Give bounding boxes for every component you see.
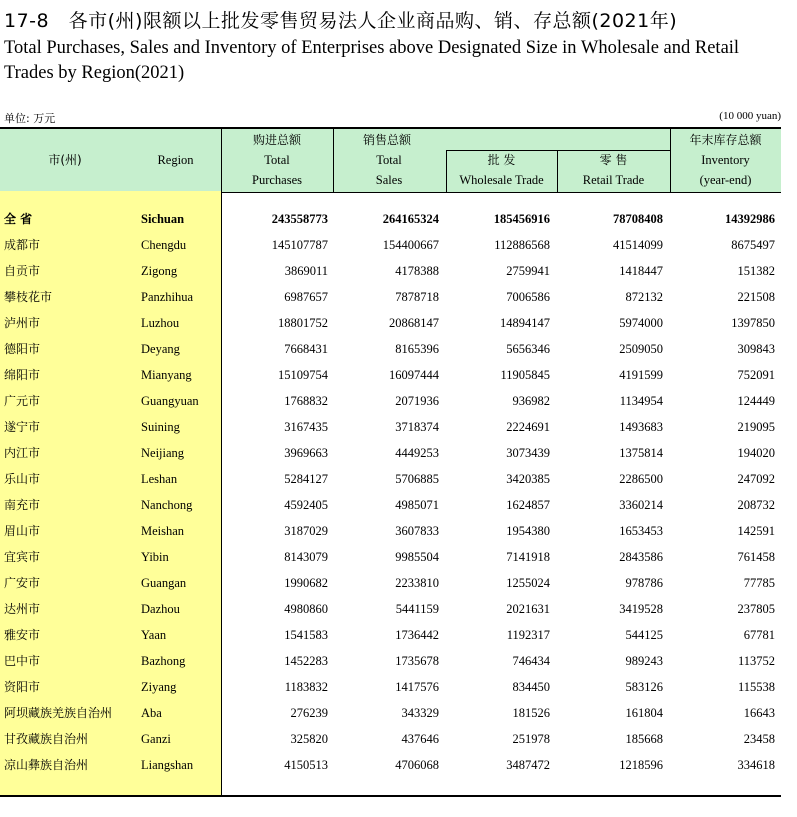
table-row	[0, 414, 781, 440]
cell-inventory: 752091	[737, 368, 775, 382]
cell-total-purchases: 3869011	[284, 264, 328, 278]
cell-inventory: 194020	[737, 446, 775, 460]
table-row	[0, 622, 781, 648]
table-row	[0, 648, 781, 674]
header-city: 市(州)	[48, 153, 82, 167]
cell-total-sales: 343329	[401, 706, 439, 720]
cell-wholesale: 2759941	[506, 264, 550, 278]
cell-total-purchases: 243558773	[271, 212, 328, 226]
cell-inventory: 16643	[743, 706, 775, 720]
cell-total-sales: 1736442	[395, 628, 439, 642]
region-name-cn: 全 省	[4, 212, 33, 226]
region-name-en: Dazhou	[141, 602, 180, 616]
table-row-total	[0, 206, 781, 232]
table-row	[0, 388, 781, 414]
header-region: Region	[157, 153, 194, 167]
cell-wholesale: 1954380	[506, 524, 550, 538]
cell-wholesale: 2021631	[506, 602, 550, 616]
header-purchases-en1: Total	[264, 153, 290, 167]
cell-wholesale: 112886568	[494, 238, 550, 252]
cell-wholesale: 936982	[512, 394, 550, 408]
region-name-cn: 成都市	[4, 238, 41, 252]
region-name-en: Yaan	[141, 628, 167, 642]
cell-wholesale: 181526	[512, 706, 550, 720]
cell-inventory: 247092	[737, 472, 775, 486]
cell-retail: 185668	[625, 732, 663, 746]
cell-total-sales: 4985071	[395, 498, 439, 512]
cell-inventory: 151382	[737, 264, 775, 278]
cell-total-purchases: 18801752	[278, 316, 328, 330]
cell-total-purchases: 8143079	[284, 550, 328, 564]
cell-inventory: 761458	[737, 550, 775, 564]
region-name-cn: 德阳市	[4, 342, 41, 356]
region-name-cn: 广元市	[4, 394, 41, 408]
region-name-en: Chengdu	[141, 238, 187, 252]
cell-inventory: 237805	[737, 602, 775, 616]
table-row	[0, 362, 781, 388]
cell-total-purchases: 1768832	[284, 394, 328, 408]
table-row	[0, 336, 781, 362]
page-title-cn: 17-8 各市(州)限额以上批发零售贸易法人企业商品购、销、存总额(2021年)	[4, 10, 678, 32]
cell-total-purchases: 3969663	[284, 446, 328, 460]
region-name-en: Nanchong	[141, 498, 193, 512]
cell-total-purchases: 1183832	[284, 680, 328, 694]
cell-wholesale: 7141918	[506, 550, 550, 564]
cell-total-sales: 1735678	[395, 654, 439, 668]
cell-inventory: 309843	[737, 342, 775, 356]
header-wholesale-en: Wholesale Trade	[459, 173, 544, 187]
cell-total-purchases: 5284127	[284, 472, 328, 486]
cell-retail: 3419528	[619, 602, 663, 616]
cell-total-purchases: 1452283	[284, 654, 328, 668]
cell-total-sales: 2233810	[395, 576, 439, 590]
cell-total-purchases: 7668431	[284, 342, 328, 356]
cell-retail: 978786	[625, 576, 663, 590]
header-retail-cn: 零 售	[599, 153, 628, 167]
table-row	[0, 284, 781, 310]
region-name-cn: 绵阳市	[4, 368, 41, 382]
region-name-en: Sichuan	[141, 212, 185, 226]
cell-total-sales: 5441159	[395, 602, 439, 616]
region-name-cn: 宜宾市	[4, 550, 41, 564]
region-name-en: Leshan	[141, 472, 178, 486]
cell-total-purchases: 15109754	[278, 368, 328, 382]
region-name-en: Zigong	[141, 264, 178, 278]
cell-retail: 1493683	[619, 420, 663, 434]
region-name-cn: 雅安市	[4, 628, 41, 642]
table-bottom-rule	[0, 795, 781, 797]
header-wholesale-cn: 批 发	[487, 153, 516, 167]
table-row	[0, 544, 781, 570]
cell-retail: 2509050	[619, 342, 663, 356]
cell-total-sales: 3718374	[395, 420, 439, 434]
cell-inventory: 219095	[737, 420, 775, 434]
cell-total-purchases: 4592405	[284, 498, 328, 512]
region-name-en: Meishan	[141, 524, 185, 538]
cell-retail: 1418447	[619, 264, 663, 278]
cell-total-purchases: 1990682	[284, 576, 328, 590]
region-name-cn: 阿坝藏族羌族自治州	[4, 706, 113, 720]
region-name-en: Aba	[141, 706, 162, 720]
region-name-en: Suining	[141, 420, 180, 434]
cell-wholesale: 5656346	[506, 342, 550, 356]
cell-retail: 4191599	[619, 368, 663, 382]
cell-total-purchases: 6987657	[284, 290, 328, 304]
region-name-en: Liangshan	[141, 758, 194, 772]
header-purchases-en2: Purchases	[252, 173, 302, 187]
table-row	[0, 596, 781, 622]
cell-total-sales: 20868147	[389, 316, 439, 330]
cell-retail: 544125	[625, 628, 663, 642]
cell-wholesale: 1192317	[506, 628, 550, 642]
cell-retail: 161804	[625, 706, 663, 720]
cell-total-sales: 437646	[401, 732, 439, 746]
table-row	[0, 258, 781, 284]
region-name-cn: 泸州市	[4, 316, 41, 330]
cell-retail: 1218596	[619, 758, 663, 772]
cell-total-purchases: 1541583	[284, 628, 328, 642]
region-name-cn: 甘孜藏族自治州	[4, 732, 89, 746]
cell-retail: 41514099	[613, 238, 663, 252]
cell-total-sales: 1417576	[395, 680, 439, 694]
cell-wholesale: 11905845	[500, 368, 550, 382]
cell-wholesale: 1624857	[506, 498, 550, 512]
cell-inventory: 124449	[737, 394, 775, 408]
region-name-cn: 资阳市	[4, 680, 41, 694]
cell-wholesale: 14894147	[500, 316, 550, 330]
cell-total-purchases: 3167435	[284, 420, 328, 434]
cell-wholesale: 3420385	[506, 472, 550, 486]
region-name-en: Ziyang	[141, 680, 177, 694]
cell-total-sales: 264165324	[382, 212, 439, 226]
page-title-en: Total Purchases, Sales and Inventory of Enterprises above Designated Size in Wholesale and Retail Trades by Region(2021)	[4, 38, 740, 83]
cell-total-purchases: 145107787	[271, 238, 328, 252]
header-inventory-en2: (year-end)	[699, 173, 752, 187]
cell-wholesale: 746434	[512, 654, 550, 668]
cell-total-sales: 5706885	[395, 472, 439, 486]
region-name-cn: 南充市	[4, 498, 41, 512]
region-name-en: Deyang	[141, 342, 180, 356]
region-name-en: Mianyang	[141, 368, 192, 382]
cell-wholesale: 3487472	[506, 758, 550, 772]
region-name-en: Guangyuan	[141, 394, 199, 408]
table-body	[0, 206, 781, 778]
region-name-cn: 遂宁市	[4, 420, 41, 434]
cell-inventory: 23458	[743, 732, 775, 746]
region-name-cn: 达州市	[4, 602, 41, 616]
cell-total-sales: 7878718	[395, 290, 439, 304]
cell-retail: 872132	[625, 290, 663, 304]
cell-retail: 1653453	[619, 524, 663, 538]
cell-retail: 2286500	[619, 472, 663, 486]
cell-inventory: 67781	[743, 628, 775, 642]
cell-total-sales: 8165396	[395, 342, 439, 356]
unit-label-cn: 单位: 万元	[4, 112, 56, 125]
table-row	[0, 466, 781, 492]
cell-wholesale: 185456916	[493, 212, 550, 226]
unit-label-en: (10 000 yuan)	[719, 110, 781, 122]
region-name-en: Ganzi	[141, 732, 171, 746]
cell-total-sales: 3607833	[395, 524, 439, 538]
cell-wholesale: 834450	[512, 680, 550, 694]
cell-total-sales: 154400667	[382, 238, 439, 252]
region-name-en: Luzhou	[141, 316, 180, 330]
cell-inventory: 208732	[737, 498, 775, 512]
cell-wholesale: 7006586	[506, 290, 550, 304]
table-row	[0, 492, 781, 518]
cell-inventory: 113752	[737, 654, 775, 668]
cell-inventory: 77785	[743, 576, 775, 590]
table-row	[0, 726, 781, 752]
cell-total-purchases: 3187029	[284, 524, 328, 538]
header-inventory-cn: 年末库存总额	[689, 133, 762, 147]
cell-total-sales: 9985504	[395, 550, 439, 564]
region-name-en: Neijiang	[141, 446, 185, 460]
region-name-cn: 眉山市	[4, 524, 41, 538]
header-sales-en1: Total	[376, 153, 402, 167]
table-row	[0, 752, 781, 778]
cell-total-sales: 4178388	[395, 264, 439, 278]
cell-retail: 5974000	[619, 316, 663, 330]
table-row	[0, 310, 781, 336]
table-header	[0, 127, 781, 193]
cell-wholesale: 3073439	[506, 446, 550, 460]
cell-total-purchases: 325820	[290, 732, 328, 746]
cell-retail: 1134954	[619, 394, 663, 408]
table-row	[0, 570, 781, 596]
region-name-cn: 巴中市	[4, 654, 41, 668]
header-purchases-cn: 购进总额	[252, 133, 301, 147]
table-row	[0, 440, 781, 466]
table-row	[0, 518, 781, 544]
cell-retail: 583126	[625, 680, 663, 694]
cell-inventory: 14392986	[725, 212, 775, 226]
cell-total-sales: 4449253	[395, 446, 439, 460]
cell-inventory: 334618	[737, 758, 775, 772]
cell-total-sales: 2071936	[395, 394, 439, 408]
table-row	[0, 232, 781, 258]
cell-total-sales: 4706068	[395, 758, 439, 772]
region-name-cn: 内江市	[4, 446, 41, 460]
cell-retail: 989243	[625, 654, 663, 668]
header-sales-en2: Sales	[375, 173, 403, 187]
cell-total-purchases: 4150513	[284, 758, 328, 772]
region-name-en: Bazhong	[141, 654, 186, 668]
region-name-en: Guangan	[141, 576, 187, 590]
cell-wholesale: 1255024	[506, 576, 550, 590]
region-name-cn: 攀枝花市	[4, 290, 53, 304]
cell-total-sales: 16097444	[389, 368, 439, 382]
cell-retail: 78708408	[613, 212, 663, 226]
cell-retail: 1375814	[619, 446, 663, 460]
cell-total-purchases: 4980860	[284, 602, 328, 616]
cell-inventory: 142591	[737, 524, 775, 538]
table-row	[0, 700, 781, 726]
table-row	[0, 674, 781, 700]
cell-inventory: 221508	[737, 290, 775, 304]
cell-inventory: 8675497	[731, 238, 775, 252]
header-retail-en: Retail Trade	[582, 173, 645, 187]
cell-wholesale: 2224691	[506, 420, 550, 434]
region-name-en: Panzhihua	[141, 290, 194, 304]
cell-retail: 2843586	[619, 550, 663, 564]
header-sales-cn: 销售总额	[363, 133, 412, 147]
region-name-en: Yibin	[141, 550, 169, 564]
cell-wholesale: 251978	[512, 732, 550, 746]
cell-total-purchases: 276239	[290, 706, 328, 720]
region-name-cn: 凉山彝族自治州	[4, 758, 89, 772]
cell-inventory: 1397850	[731, 316, 775, 330]
header-inventory-en1: Inventory	[701, 153, 750, 167]
region-name-cn: 乐山市	[4, 472, 41, 486]
region-name-cn: 广安市	[4, 576, 41, 590]
cell-inventory: 115538	[737, 680, 775, 694]
region-name-cn: 自贡市	[4, 264, 41, 278]
cell-retail: 3360214	[619, 498, 663, 512]
